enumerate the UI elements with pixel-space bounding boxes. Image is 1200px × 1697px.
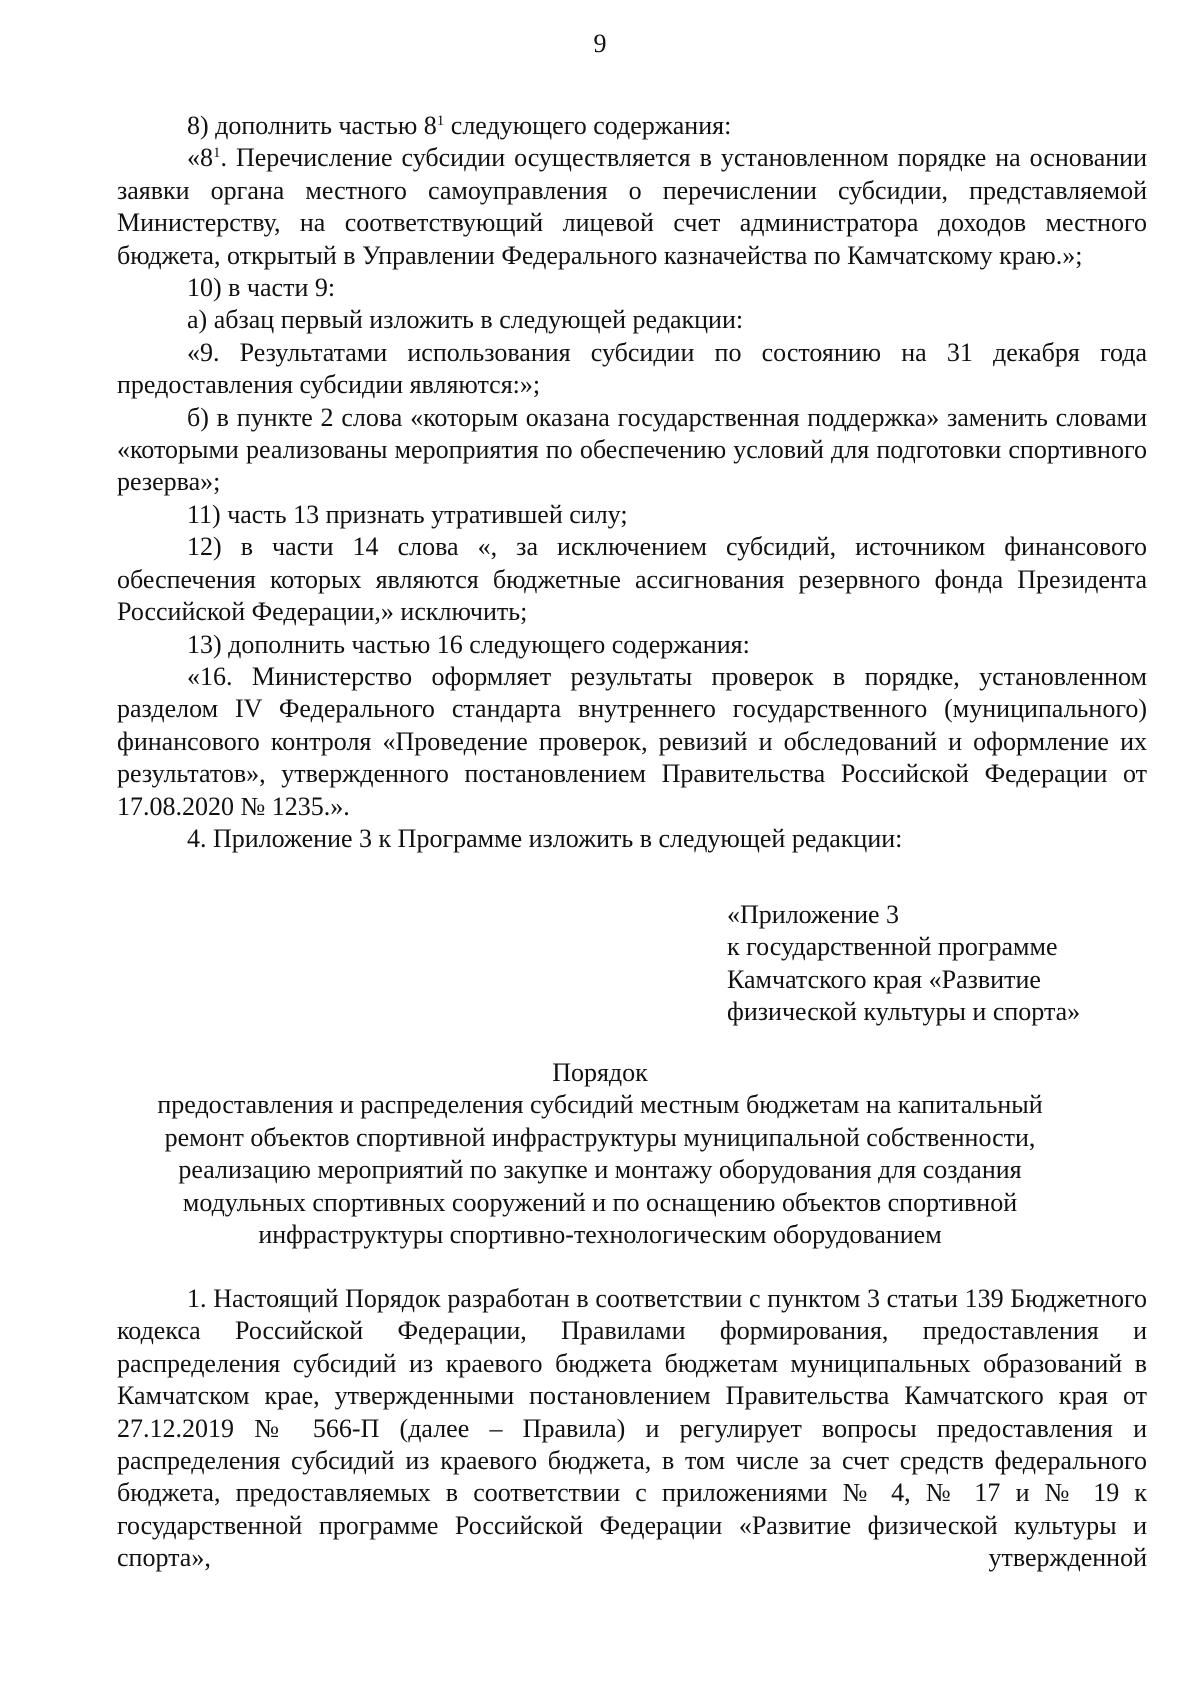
amendment-item-4: 4. Приложение 3 к Программе изложить в следующей редакции: [187, 823, 903, 853]
amendment-subitem-b: б) в пункте 2 слова «которым оказана государственная поддержка» заменить словами «которыми реализованы мероприятия по обеспечению условий для подготовки спортивного резерва»; [117, 402, 1147, 497]
amendment-item-11: 11) часть 13 признать утратившей силу; [187, 499, 628, 529]
appendix-line: «Приложение 3 [727, 900, 900, 929]
amendment-item-8: 8) дополнить частью $8^1$ следующего содержания: [187, 111, 732, 140]
procedure-title-line: предоставления и распределения субсидий местным бюджетам на капитальный [157, 1090, 1043, 1120]
procedure-title-line: ремонт объектов спортивной инфраструктуры муниципальной собственности, [164, 1122, 1036, 1152]
procedure-title-line: инфраструктуры спортивно-технологическим оборудованием [258, 1220, 942, 1250]
amendment-item-12: 12) в части 14 слова «, за исключением субсидий, источником финансового обеспечения которых являются бюджетные ассигнования резервного фонда Президента Российской Федерации,» исключить; [117, 532, 1147, 627]
amendment-item-13: 13) дополнить частью 16 следующего содержания: [187, 629, 750, 659]
procedure-title-line: модульных спортивных сооружений и по оснащению объектов спортивной [182, 1187, 1018, 1217]
section-1-paragraph: 1. Настоящий Порядок разработан в соответствии с пунктом 3 статьи 139 Бюджетного кодекса Российской Федерации, Правилами формирования, предоставления и распределения субсидий из краевого бюджета бюджетам муниципальных образований в Камчатском крае, утвержденными постановлением Правительства Камчатского края от 27.12.2019 № 566-П (далее – Правила) и регулирует вопросы предоставления и распределения субсидий из краевого бюджета, в том числе за счет средств федерального бюджета, предоставляемых в соответствии с приложениями № 4, № 17 и № 19 к государственной программе Российской Федерации «Развитие физической культуры и спорта», утвержденной [117, 1284, 1147, 1573]
amendment-quote-8-1: «$8^1$. Перечисление субсидии осуществляется в установленном порядке на основании заявки органа местного самоуправления о перечислении субсидии, представляемой Министерству, на соответствующий лицевой счет администратора доходов местного бюджета, открытый в Управлении Федерального казначейства по Камчатскому краю.»; [117, 143, 1147, 270]
amendment-quote-16: «16. Министерство оформляет результаты проверок в порядке, установленном разделом IV Федерального стандарта внутреннего государственного (муниципального) финансового контроля «Проведение проверок, ревизий и обследований и оформление их результатов», утвержденного постановлением Правительства Российской Федерации от 17.08.2020 № 1235.». [117, 661, 1147, 821]
procedure-heading: Порядок [552, 1058, 648, 1087]
amendment-quote-9: «9. Результатами использования субсидии по состоянию на 31 декабря года предоставления субсидии являются:»; [117, 337, 1147, 400]
appendix-line: Камчатского края «Развитие [727, 964, 1041, 994]
procedure-title [0, 1057, 1200, 1251]
amendment-subitem-a: а) абзац первый изложить в следующей редакции: [187, 305, 744, 335]
appendix-line: к государственной программе [727, 932, 1058, 962]
appendix-header [727, 899, 1167, 1029]
amendment-item-10: 10) в части 9: [187, 273, 336, 303]
amendments-text [117, 110, 1147, 855]
procedure-title-line: реализацию мероприятий по закупке и монтажу оборудования для создания [178, 1155, 1022, 1185]
appendix-line: физической культуры и спорта» [727, 997, 1081, 1027]
section-1 [117, 1283, 1147, 1575]
page-number: 9 [593, 29, 607, 58]
